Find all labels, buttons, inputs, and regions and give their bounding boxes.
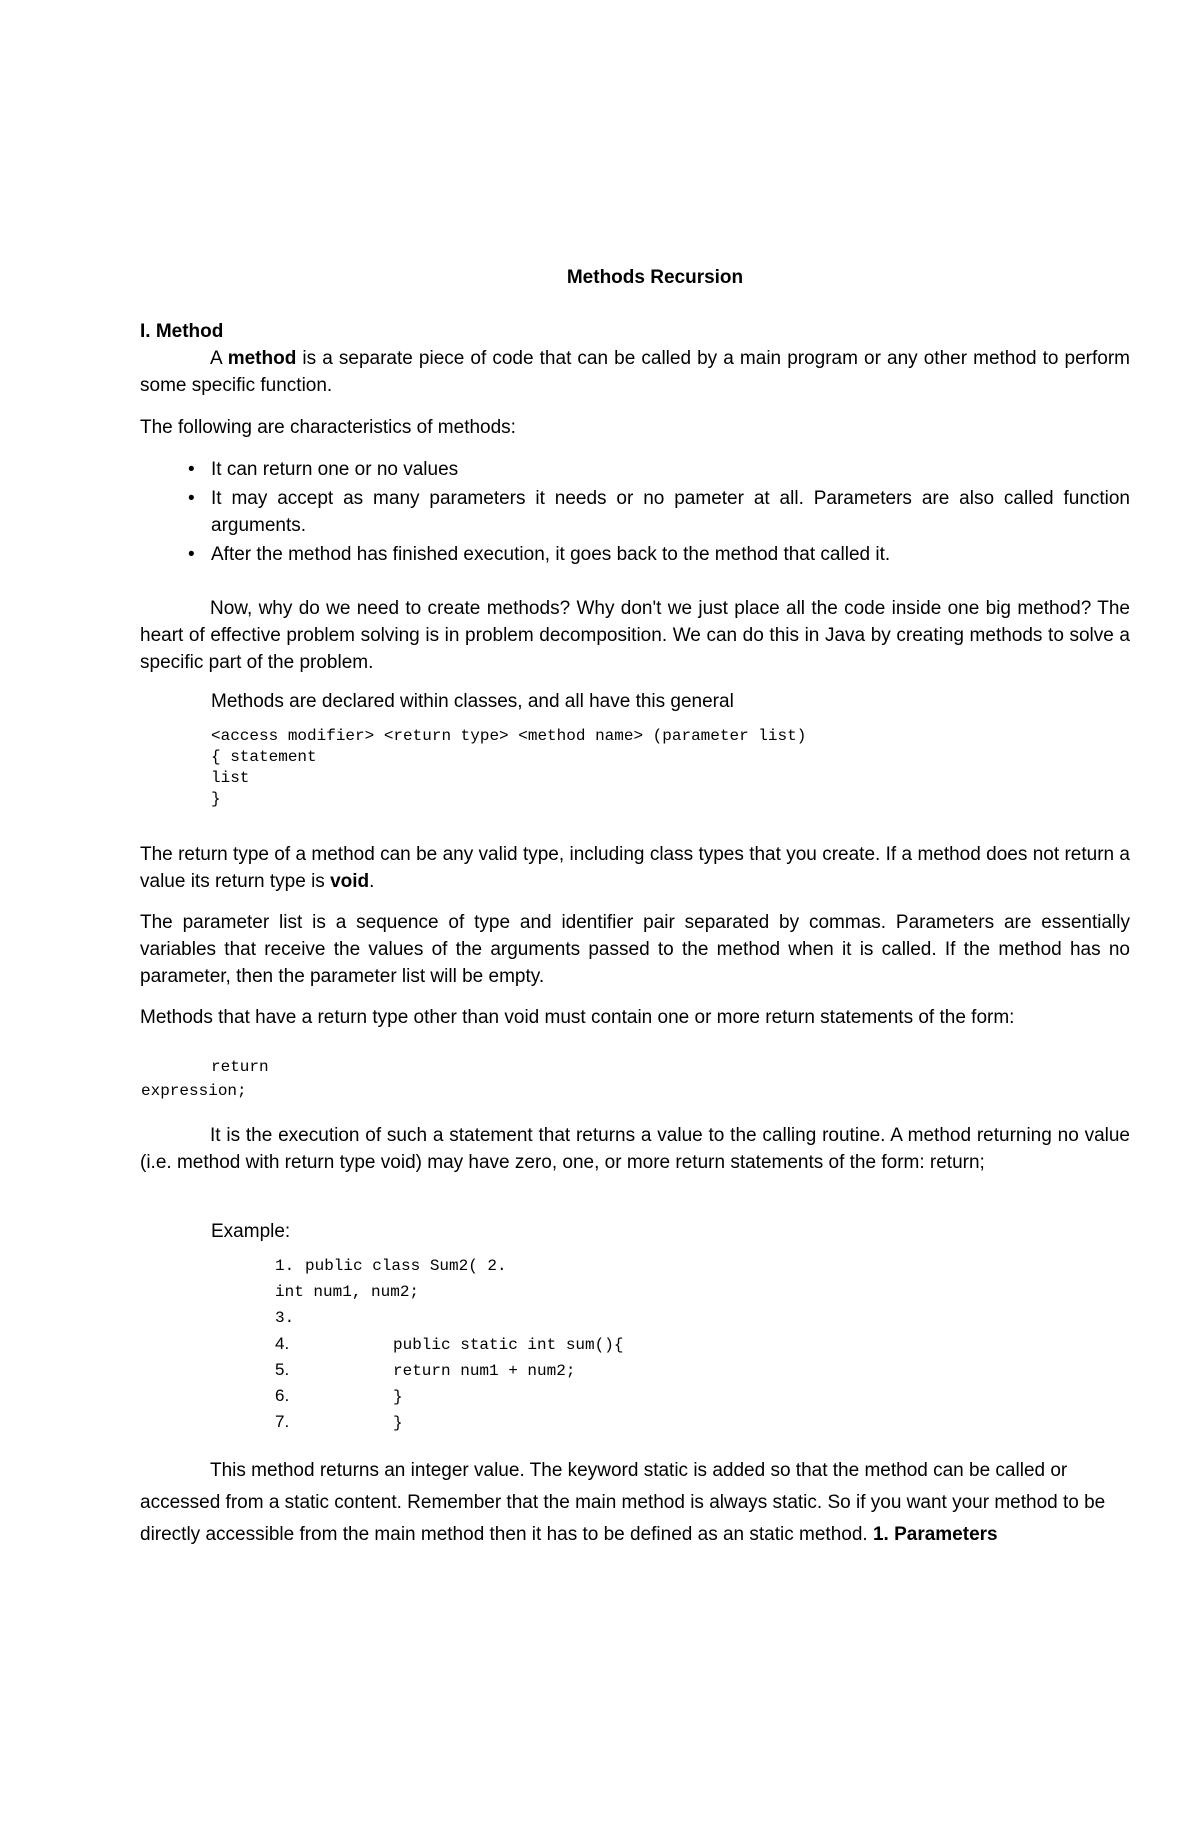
why-paragraph: Now, why do we need to create methods? Why don't we just place all the code inside one big method? The heart of effective problem solving is in problem decomposition. We can do this in Java by creating methods to solve a specific part of the problem. [140, 598, 1130, 673]
code-line: 4. public static int sum(){ [275, 1334, 624, 1354]
code-line: 7. } [275, 1412, 403, 1432]
code-line: int num1, num2; [275, 1283, 420, 1301]
return-stmt-paragraph: Methods that have a return type other than void must contain one or more return statements of the form: [140, 1007, 1015, 1028]
list-item: • After the method has finished execution, it goes back to the method that called it. [140, 541, 1130, 568]
example-label: Example: [211, 1221, 291, 1242]
return-type-paragraph: The return type of a method can be any valid type, including class types that you create. If a method does not return a value its return type is void. [140, 844, 1130, 892]
closing-paragraph: This method returns an integer value. The keyword static is added so that the method can be called or accessed from a static content. Remember that the main method is always static. So if you want your method to be directly accessible from the main method then it has to be defined as an static method. 1. Parameters [140, 1460, 1106, 1545]
bullet-icon: • [188, 488, 195, 509]
example-code [275, 1253, 623, 1435]
general-form-code: <access modifier> <return type> <method name> (parameter list) { statement list } [211, 727, 807, 808]
page-title: Methods Recursion [566, 267, 744, 288]
return-code-line-1: return [211, 1058, 269, 1076]
return-code-line-2: expression; [141, 1082, 247, 1100]
intro-paragraph: A method is a separate piece of code that can be called by a main program or any other method to perform some specific function. [140, 348, 1130, 396]
characteristics-list [140, 456, 1130, 570]
parameters-heading: 1. Parameters [872, 1524, 998, 1545]
code-line: 1. public class Sum2( 2. [275, 1257, 507, 1275]
code-line: 6. } [275, 1386, 403, 1406]
void-keyword: void [330, 871, 370, 892]
code-line: 3. [275, 1309, 295, 1327]
list-item: • It can return one or no values [140, 456, 1130, 483]
bullet-icon: • [188, 544, 195, 565]
execution-paragraph: It is the execution of such a statement that returns a value to the calling routine. A method returning no value (i.e. method with return type void) may have zero, one, or more return statements of the form: return; [140, 1125, 1130, 1173]
bullet-icon: • [188, 459, 195, 480]
code-line: 5. return num1 + num2; [275, 1360, 576, 1380]
list-item: • It may accept as many parameters it needs or no pameter at all. Parameters are also called function arguments. [140, 485, 1130, 539]
characteristics-intro: The following are characteristics of methods: [140, 417, 516, 438]
declared-paragraph: Methods are declared within classes, and all have this general [211, 691, 734, 712]
section-heading: I. Method [140, 321, 224, 342]
param-list-paragraph: The parameter list is a sequence of type and identifier pair separated by commas. Parameters are essentially variables that receive the values of the arguments passed to the method when it is called. If the method has no parameter, then the parameter list will be empty. [140, 912, 1130, 987]
method-term: method [227, 348, 297, 369]
